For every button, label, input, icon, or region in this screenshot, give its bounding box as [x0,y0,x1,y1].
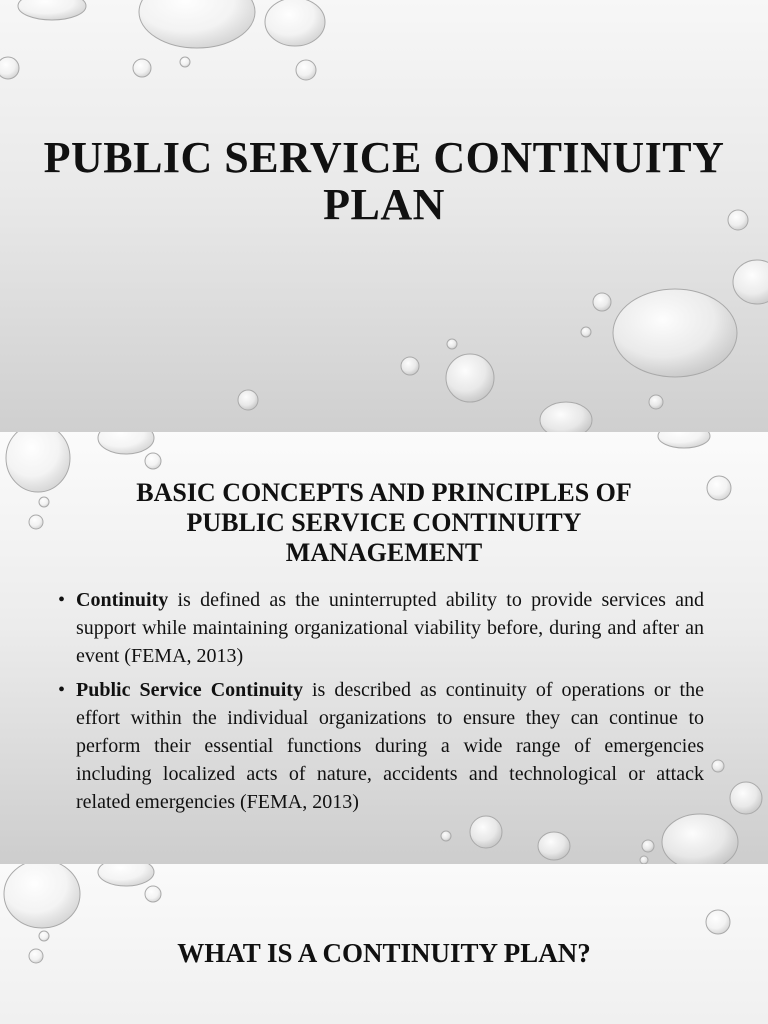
slide-continuity-plan-heading: WHAT IS A CONTINUITY PLAN? [177,938,591,968]
bullet-dot-icon: • [58,589,66,611]
bullet-text: is defined as the uninterrupted ability to provide services and support while maintaining organizational viability before, during and after an event (FEMA, 2013) [76,589,704,667]
slide-title [0,0,768,432]
bullet-public-service-continuity [58,676,704,816]
slide-concepts-heading: BASIC CONCEPTS AND PRINCIPLES OF PUBLIC SERVICE CONTINUITY MANAGEMENT [136,478,632,567]
slide-title-heading: PUBLIC SERVICE CONTINUITY PLAN [43,133,725,229]
bullet-dot-icon: • [58,679,66,701]
bullet-continuity [58,586,704,670]
slide-concepts [0,432,768,864]
bullet-term: Public Service Continuity [76,679,303,701]
bullet-text: is described as continuity of operations or the effort within the individual organizations to ensure they can continue to perform their essential functions during a wide range of emergencies including localized acts of nature, accidents and technological or attack related emergencies (FEMA, 2013) [76,679,704,813]
slide-continuity-plan [0,864,768,1024]
concepts-bullet-list [58,586,704,822]
bullet-term: Continuity [76,589,169,611]
